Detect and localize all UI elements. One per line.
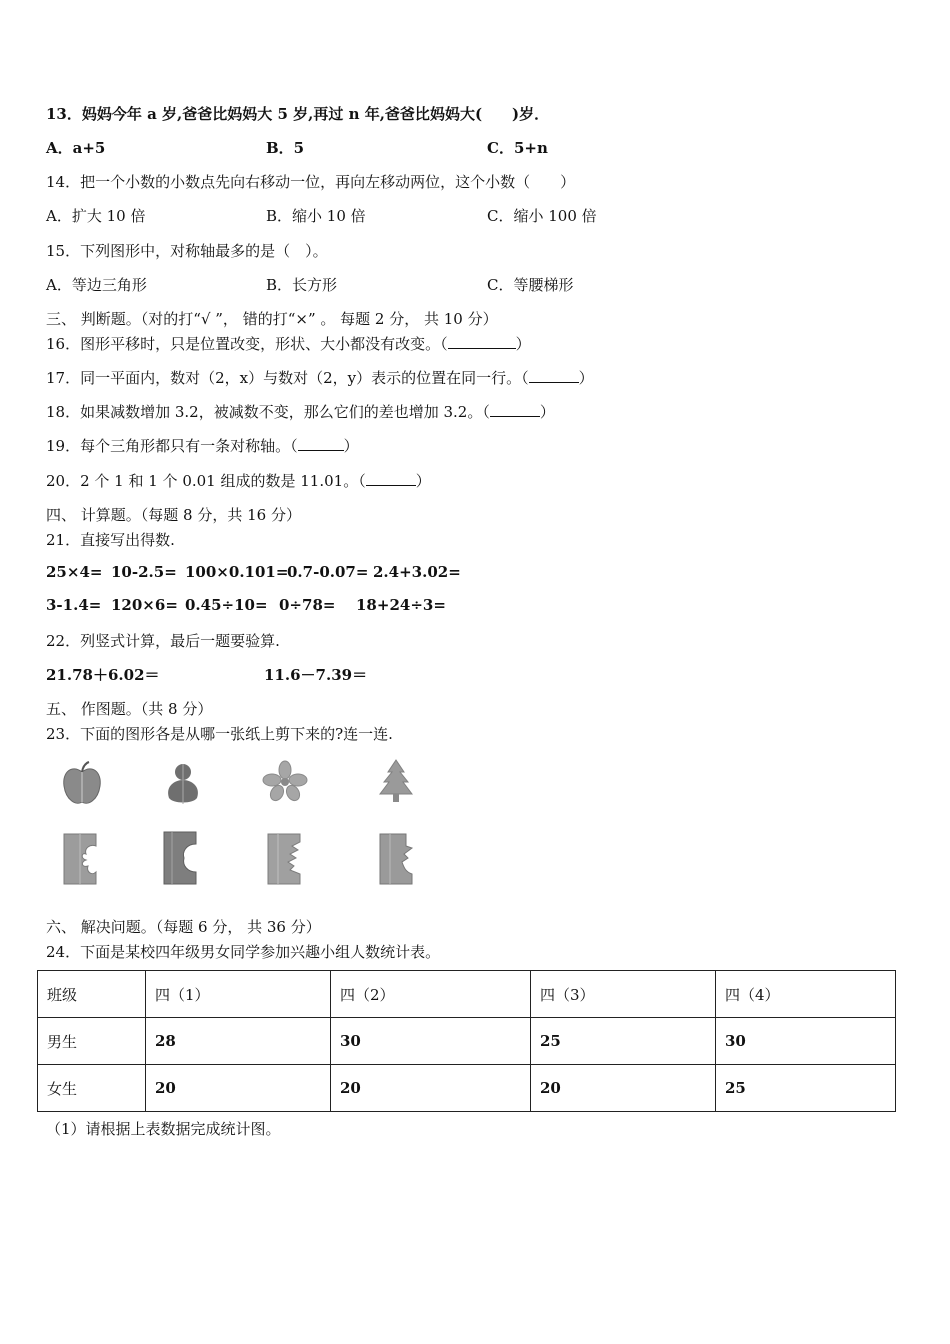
- q20-end: ）: [415, 472, 431, 490]
- flower-cutout-icon: [262, 760, 308, 804]
- q18-answer-blank[interactable]: [490, 404, 540, 417]
- table-row-label: 女生: [38, 1065, 146, 1112]
- q22-item-2: 11.6－7.39＝: [264, 666, 368, 684]
- q22-stem: 22．列竖式计算，最后一题要验算.: [46, 632, 280, 650]
- q14-stem: 14．把一个小数的小数点先向右移动一位，再向左移动两位，这个小数（ ）: [46, 173, 576, 191]
- q21-expr: 0.45÷10=: [185, 596, 268, 614]
- section-3-heading: 三、 判断题。（对的打“√ ”， 错的打“×” 。 每题 2 分， 共 10 分）: [46, 310, 498, 328]
- q15-stem: 15．下列图形中，对称轴最多的是（ ）。: [46, 242, 328, 260]
- q15-option-a: A．等边三角形: [46, 276, 147, 294]
- q15-option-c: C．等腰梯形: [487, 276, 574, 294]
- q20-text: 20．2 个 1 和 1 个 0.01 组成的数是 11.01。（: [46, 472, 366, 490]
- q21-expr: 0.7-0.07=: [287, 563, 369, 581]
- tree-cutout-icon: [376, 758, 416, 804]
- table-header-cell: 班级: [38, 971, 146, 1018]
- section-5-heading: 五、 作图题。（共 8 分）: [46, 700, 213, 718]
- q18-end: ）: [539, 403, 555, 421]
- q14-option-a: A．扩大 10 倍: [46, 207, 146, 225]
- table-cell: 30: [716, 1018, 896, 1065]
- q23-stem: 23．下面的图形各是从哪一张纸上剪下来的?连一连.: [46, 725, 393, 743]
- gourd-cutout-icon: [163, 760, 203, 806]
- apple-cutout-icon: [58, 760, 106, 808]
- table-cell: 20: [331, 1065, 531, 1112]
- table-row: [38, 1018, 896, 1065]
- q16-item: [46, 333, 531, 354]
- table-cell: 25: [531, 1018, 716, 1065]
- stats-table: [37, 970, 896, 1112]
- q13-option-a: A．a+5: [46, 139, 106, 157]
- table-header-cell: 四（2）: [331, 971, 531, 1018]
- q18-item: [46, 401, 555, 422]
- section-6-heading: 六、 解决问题。（每题 6 分， 共 36 分）: [46, 918, 321, 936]
- q21-expr: 3-1.4=: [46, 596, 102, 614]
- table-row-label: 男生: [38, 1018, 146, 1065]
- q17-answer-blank[interactable]: [529, 370, 579, 383]
- q15-option-b: B．长方形: [266, 276, 338, 294]
- table-cell: 20: [146, 1065, 331, 1112]
- table-header-cell: 四（4）: [716, 971, 896, 1018]
- table-header-row: [38, 971, 896, 1018]
- q24-subquestion-1: （1）请根据上表数据完成统计图。: [46, 1120, 281, 1138]
- q18-text: 18．如果减数增加 3.2，被减数不变，那么它们的差也增加 3.2。（: [46, 403, 490, 421]
- table-header-cell: 四（1）: [146, 971, 331, 1018]
- q20-answer-blank[interactable]: [366, 473, 416, 486]
- q13-option-b: B．5: [266, 139, 305, 157]
- q21-expr: 2.4+3.02=: [373, 563, 461, 581]
- q17-end: ）: [578, 369, 594, 387]
- q16-end: ）: [515, 335, 531, 353]
- q21-stem: 21．直接写出得数.: [46, 531, 175, 549]
- q17-item: [46, 367, 594, 388]
- q14-option-c: C．缩小 100 倍: [487, 207, 597, 225]
- q14-option-b: B．缩小 10 倍: [266, 207, 366, 225]
- q16-text: 16．图形平移时，只是位置改变，形状、大小都没有改变。（: [46, 335, 448, 353]
- q13-option-c: C．5+n: [487, 139, 548, 157]
- q21-expr: 0÷78=: [279, 596, 336, 614]
- q21-expr: 25×4=: [46, 563, 103, 581]
- q21-expr: 18+24÷3=: [356, 596, 446, 614]
- q24-stem: 24．下面是某校四年级男女同学参加兴趣小组人数统计表。: [46, 943, 441, 961]
- section-4-heading: 四、 计算题。（每题 8 分，共 16 分）: [46, 506, 301, 524]
- q20-item: [46, 470, 431, 491]
- folded-paper-b-icon: [160, 830, 200, 886]
- table-cell: 30: [331, 1018, 531, 1065]
- q17-text: 17．同一平面内，数对（2，x）与数对（2，y）表示的位置在同一行。（: [46, 369, 529, 387]
- q13-stem: 13．妈妈今年 a 岁,爸爸比妈妈大 5 岁,再过 n 年,爸爸比妈妈大( )岁．: [46, 105, 550, 123]
- table-cell: 20: [531, 1065, 716, 1112]
- q19-end: ）: [343, 437, 359, 455]
- q19-item: [46, 435, 359, 456]
- q22-item-1: 21.78＋6.02＝: [46, 666, 160, 684]
- folded-paper-a-icon: [60, 832, 100, 886]
- q16-answer-blank[interactable]: [448, 336, 516, 349]
- q21-expr: 10-2.5=: [111, 563, 177, 581]
- table-cell: 28: [146, 1018, 331, 1065]
- q19-text: 19．每个三角形都只有一条对称轴。（: [46, 437, 298, 455]
- q21-expr: 100×0.101=: [185, 563, 289, 581]
- table-cell: 25: [716, 1065, 896, 1112]
- folded-paper-d-icon: [376, 832, 416, 886]
- folded-paper-c-icon: [264, 832, 304, 886]
- table-row: [38, 1065, 896, 1112]
- q19-answer-blank[interactable]: [298, 438, 344, 451]
- table-header-cell: 四（3）: [531, 971, 716, 1018]
- q21-expr: 120×6=: [111, 596, 178, 614]
